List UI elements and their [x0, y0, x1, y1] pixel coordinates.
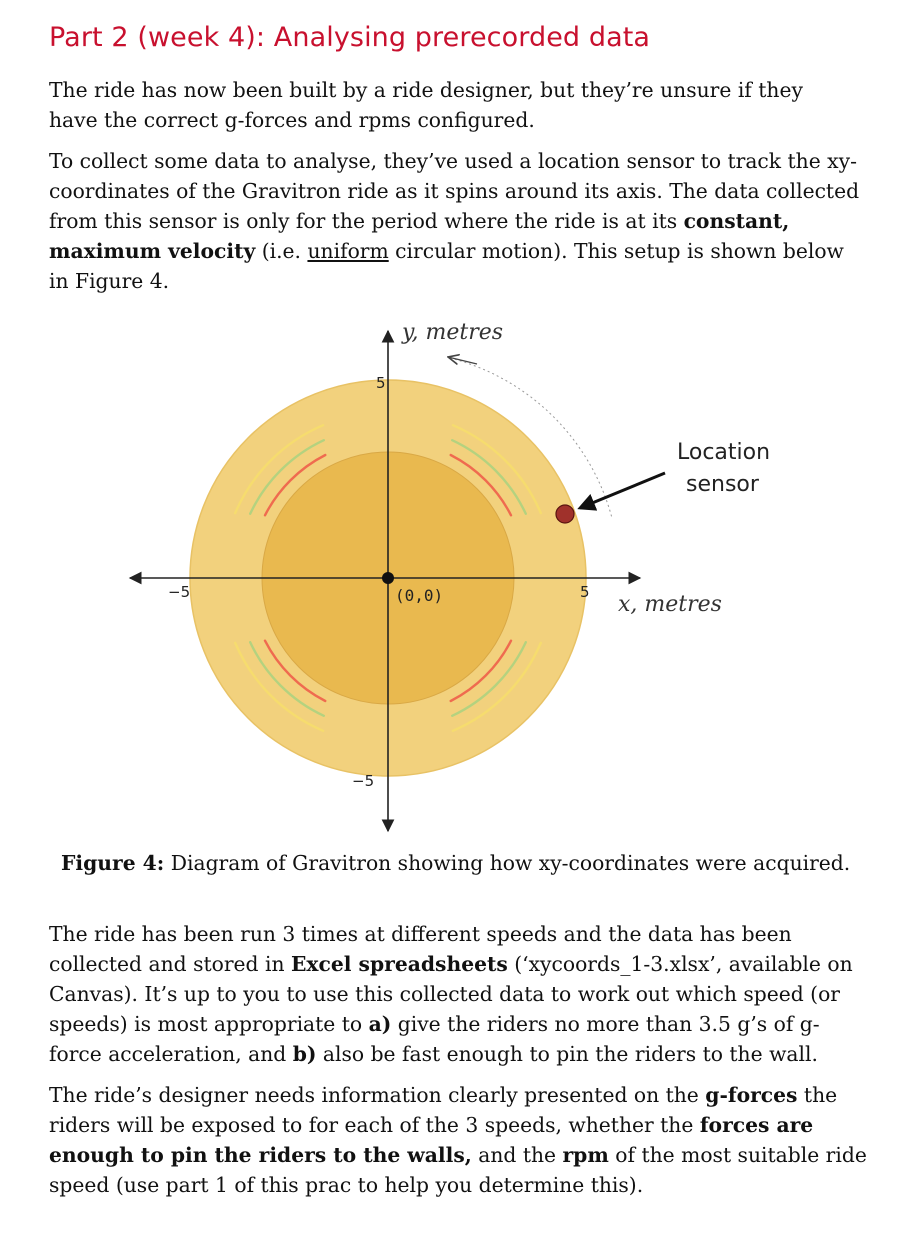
tick-x-right: 5	[580, 583, 590, 601]
bold-text: constant,	[683, 209, 790, 233]
text-line: The ride has been run 3 times at different speeds and the data has been	[49, 922, 792, 946]
intro-paragraph	[49, 75, 879, 135]
tick-x-left: −5	[168, 583, 191, 601]
location-sensor-dot	[556, 505, 574, 523]
direction-arrow	[448, 357, 477, 364]
text-line	[49, 949, 879, 979]
text-run: and the	[471, 1143, 563, 1167]
bold-text: Excel spreadsheets	[290, 952, 508, 976]
text-run: also be fast enough to pin the riders to the wall.	[316, 1042, 818, 1066]
text-run: (‘xycoords_1-3.xlsx’, available on	[507, 952, 853, 976]
underlined-text: uniform	[307, 239, 389, 263]
text-line: The ride has now been built by a ride designer, but they’re unsure if they	[49, 78, 803, 102]
caption-label: Figure 4:	[61, 851, 165, 875]
section-heading: Part 2 (week 4): Analysing prerecorded data	[49, 22, 651, 53]
text-line: have the correct g-forces and rpms configured.	[49, 108, 535, 132]
requirements-paragraph	[49, 1080, 879, 1200]
bold-text: enough to pin the riders to the walls,	[49, 1143, 472, 1167]
text-line	[49, 236, 879, 266]
text-run: from this sensor is only for the period where the ride is at its	[49, 209, 684, 233]
origin-dot	[382, 572, 394, 584]
gravitron-diagram	[120, 313, 800, 843]
text-run: the	[797, 1083, 838, 1107]
text-run: of the most suitable ride	[608, 1143, 867, 1167]
bold-text: maximum velocity	[49, 239, 256, 263]
text-run: force acceleration, and	[49, 1042, 293, 1066]
caption-text: Diagram of Gravitron showing how xy-coordinates were acquired.	[164, 851, 851, 875]
text-run: give the riders no more than 3.5 g’s of g-	[391, 1012, 820, 1036]
text-line	[49, 206, 879, 236]
text-line: coordinates of the Gravitron ride as it spins around its axis. The data collected	[49, 179, 860, 203]
text-run: speeds) is most appropriate to	[49, 1012, 369, 1036]
tick-y-bottom: −5	[352, 772, 375, 790]
text-run: The ride’s designer needs information clearly presented on the	[49, 1083, 706, 1107]
text-line	[49, 1140, 879, 1170]
sensor-label-line2: sensor	[686, 472, 759, 497]
text-line: speed (use part 1 of this prac to help you determine this).	[49, 1173, 644, 1197]
text-run: collected and stored in	[49, 952, 291, 976]
origin-label: (0,0)	[395, 586, 444, 605]
text-line	[49, 1009, 879, 1039]
text-line	[49, 1080, 879, 1110]
figure-caption	[61, 848, 850, 878]
sensor-pointer-arrow	[580, 473, 665, 508]
bold-text: g-forces	[705, 1083, 798, 1107]
x-axis-label: x, metres	[618, 592, 722, 617]
text-line: To collect some data to analyse, they’ve used a location sensor to track the xy-	[49, 149, 857, 173]
sensor-paragraph	[49, 146, 879, 296]
text-line: in Figure 4.	[49, 269, 170, 293]
bold-text: b)	[292, 1042, 317, 1066]
y-axis-label: y, metres	[402, 320, 504, 345]
text-run: riders will be exposed to for each of the 3 speeds, whether the	[49, 1113, 700, 1137]
sensor-label-line1: Location	[677, 440, 771, 465]
text-line: Canvas). It’s up to you to use this collected data to work out which speed (or	[49, 982, 840, 1006]
text-run: circular motion). This setup is shown below	[388, 239, 844, 263]
bold-text: rpm	[562, 1143, 609, 1167]
task-paragraph	[49, 919, 879, 1069]
text-line	[49, 1110, 879, 1140]
diagram-svg	[120, 313, 800, 843]
tick-y-top: 5	[376, 374, 386, 392]
text-run: (i.e.	[255, 239, 308, 263]
bold-text: forces are	[699, 1113, 814, 1137]
text-line	[49, 1039, 879, 1069]
bold-text: a)	[368, 1012, 392, 1036]
